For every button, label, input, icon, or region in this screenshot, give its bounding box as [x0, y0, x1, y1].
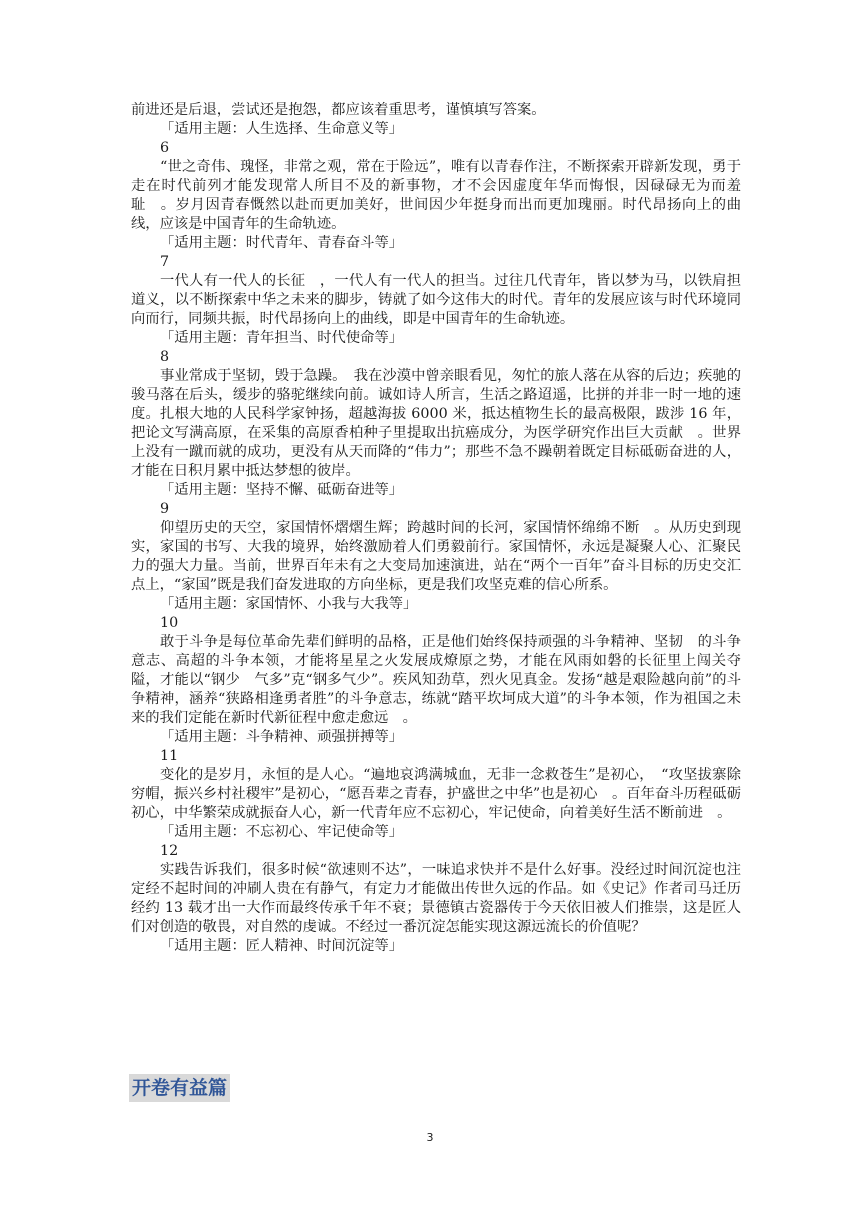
section-heading: 开卷有益篇 — [129, 1074, 230, 1102]
entry-topic: 「适用主题：坚持不懈、砥砺奋进等」 — [160, 482, 404, 498]
entry-topic: 「适用主题：不忘初心、牢记使命等」 — [160, 824, 404, 840]
intro-topic: 「适用主题：人生选择、生命意义等」 — [160, 121, 404, 137]
entry-text: 变化的是岁月，永恒的是人心。“遍地哀鸿满城血，无非一念救苍生”是初心， “攻坚拔寨除穷帽，振兴乡村社稷牢”是初心，“愿吾辈之青春，护盛世之中华”也是初心 。百年奋斗历程砥砺初心，中华繁荣成就振奋人心，新一代青年应不忘初心，牢记使命，向着美好生活不断前进 。 — [131, 767, 741, 821]
entry-topic: 「适用主题：青年担当、时代使命等」 — [160, 330, 404, 346]
entry-9 — [131, 500, 741, 614]
entry-8 — [131, 348, 741, 500]
entry-11 — [131, 747, 741, 842]
entry-7 — [131, 253, 741, 348]
entry-10 — [131, 614, 741, 747]
entry-text: 事业常成于坚韧，毁于急躁。 我在沙漠中曾亲眼看见，匆忙的旅人落在从容的后边；疾驰的骏马落在后头，缓步的骆驼继续向前。诚如诗人所言，生活之路迢遥，比拼的并非一时一地的速度。扎根大地的人民科学家钟扬，超越海拔 6000 米，抵达植物生长的最高极限，跋涉 16 年，把论文写满高原，在采集的高原香柏种子里提取出抗癌成分，为医学研究作出巨大贡献 。世界上没有一蹴而就的成功，更没有从天而降的“伟力”；那些不急不躁朝着既定目标砥砺奋进的人，才能在日积月累中抵达梦想的彼岸。 — [131, 368, 741, 479]
document-body — [131, 101, 741, 956]
entry-number: 8 — [160, 349, 170, 365]
entry-text: 敢于斗争是每位革命先辈们鲜明的品格，正是他们始终保持顽强的斗争精神、坚韧 的斗争意志、高超的斗争本领，才能将星星之火发展成燎原之势，才能在风雨如磐的长征里上闯关夺隘，才能以“钢少 气多”克“钢多气少”。疾风知劲草，烈火见真金。发扬“越是艰险越向前”的斗争精神，涵养“狭路相逢勇者胜”的斗争意志，练就“踏平坎坷成大道”的斗争本领，作为祖国之未来的我们定能在新时代新征程中愈走愈远 。 — [131, 634, 741, 726]
entry-number: 6 — [160, 140, 170, 156]
entry-number: 7 — [160, 254, 170, 270]
entry-number: 9 — [160, 501, 170, 517]
entry-topic: 「适用主题：时代青年、青春奋斗等」 — [160, 235, 404, 251]
entry-number: 12 — [160, 843, 179, 859]
entry-6 — [131, 139, 741, 253]
entry-text: 仰望历史的天空，家国情怀熠熠生辉；跨越时间的长河，家国情怀绵绵不断 。从历史到现实，家国的书写、大我的境界，始终激励着人们勇毅前行。家国情怀，永远是凝聚人心、汇聚民力的强大力量。当前，世界百年未有之大变局加速演进，站在“两个一百年”奋斗目标的历史交汇点上，“家国”既是我们奋发进取的方向坐标，更是我们攻坚克难的信心所系。 — [131, 520, 741, 593]
entry-number: 11 — [160, 748, 179, 764]
entry-topic: 「适用主题：匠人精神、时间沉淀等」 — [160, 938, 404, 954]
page-number: 3 — [426, 1131, 434, 1144]
intro-paragraph: 前进还是后退，尝试还是抱怨，都应该着重思考，谨慎填写答案。 — [131, 102, 546, 118]
entry-text: 一代人有一代人的长征 ，一代人有一代人的担当。过往几代青年，皆以梦为马，以铁肩担道义，以不断探索中华之未来的脚步，铸就了如今这伟大的时代。青年的发展应该与时代环境同向而行，同频共振，时代昂扬向上的曲线，即是中国青年的生命轨迹。 — [131, 273, 741, 327]
entry-12 — [131, 842, 741, 956]
entry-text: “世之奇伟、瑰怪，非常之观，常在于险远”，唯有以青春作注，不断探索开辟新发现，勇于走在时代前列才能发现常人所目不及的新事物，才不会因虚度年华而悔恨，因碌碌无为而羞耻 。岁月因青春慨然以赴而更加美好，世间因少年挺身而出而更加瑰丽。时代昂扬向上的曲线，应该是中国青年的生命轨迹。 — [131, 159, 741, 232]
entry-text: 实践告诉我们，很多时候“欲速则不达”，一味追求快并不是什么好事。没经过时间沉淀也注定经不起时间的冲刷人贵在有静气，有定力才能做出传世久远的作品。如《史记》作者司马迁历经约 13 载才出一大作而最终传承千年不衰；景德镇古瓷器传于今天依旧被人们推崇，这是匠人们对创造的敬畏，对自然的虔诚。不经过一番沉淀怎能实现这源远流长的价值呢？ — [131, 862, 741, 935]
entry-number: 10 — [160, 615, 179, 631]
entry-topic: 「适用主题：家国情怀、小我与大我等」 — [160, 596, 418, 612]
entry-topic: 「适用主题：斗争精神、顽强拼搏等」 — [160, 729, 404, 745]
